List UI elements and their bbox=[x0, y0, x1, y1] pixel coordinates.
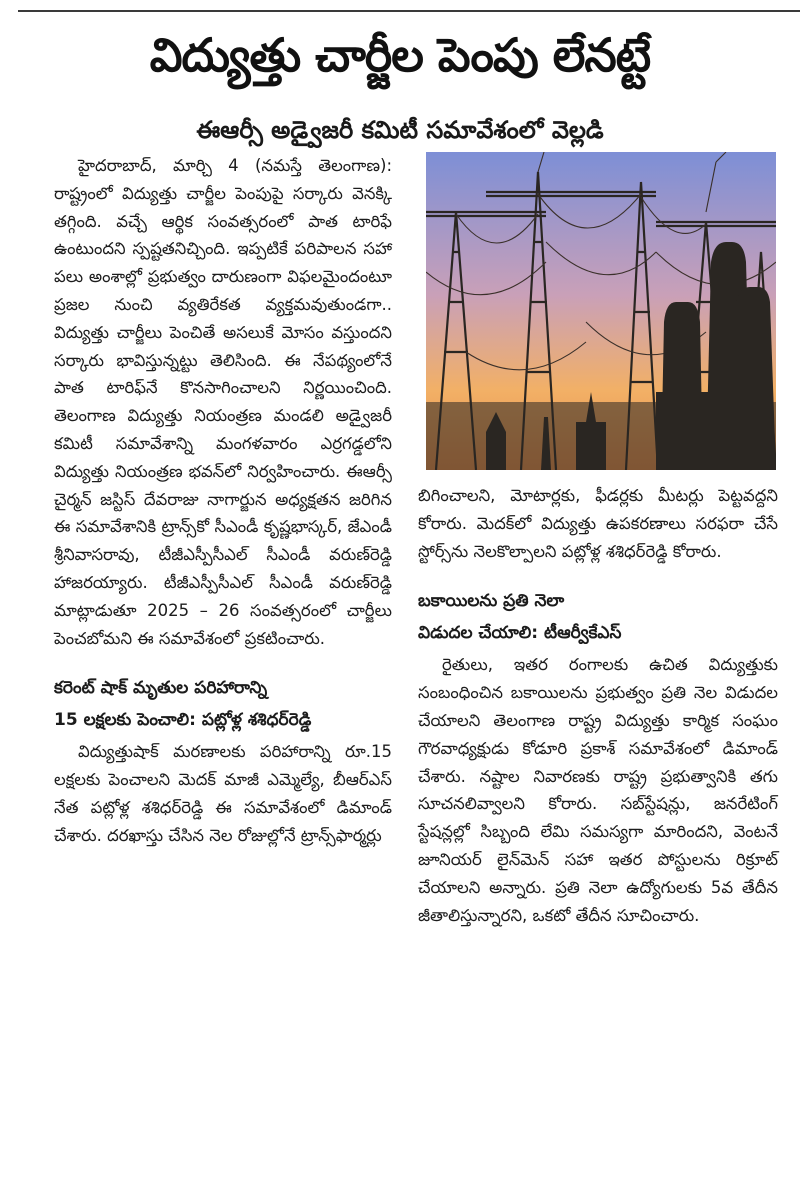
subheadline: ఈఆర్సీ అడ్వైజరీ కమిటీ సమావేశంలో వెల్లడి bbox=[196, 116, 604, 144]
top-rule bbox=[18, 10, 800, 12]
left-column bbox=[54, 152, 392, 850]
headline: విద్యుత్తు చార్జీల పెంపు లేనట్టే bbox=[149, 28, 651, 82]
section1-paragraph: విద్యుత్తుషాక్‌ మరణాలకు పరిహారాన్ని రూ.15 లక్షలకు పెంచాలని మెదక్‌ మాజీ ఎమ్మెల్యే, బీఆర్‌ఎస్‌ నేత పట్లోళ్ల శశిధర్‌రెడ్డి ఈ సమావేశంలో డిమాండ్‌ చేశారు. దరఖాస్తు చేసిన నెల రోజుల్లోనే ట్రాన్స్‌ఫార్మర్లు bbox=[54, 742, 392, 845]
right-column bbox=[418, 482, 778, 929]
section2-paragraph: రైతులు, ఇతర రంగాలకు ఉచిత విద్యుత్తుకు సంబంధించిన బకాయిలను ప్రభుత్వం ప్రతి నెల విడుదల చేయాలని తెలంగాణ రాష్ట్ర విద్యుత్తు కార్మిక సంఘం గౌరవాధ్యక్షుడు కోడూరి ప్రకాశ్‌ సమావేశంలో డిమాండ్‌ చేశారు. నష్టాల నివారణకు రాష్ట్ర ప్రభుత్వానికి తగు సూచనలివ్వాలని కోరారు. సబ్‌స్టేషన్లు, జనరేటింగ్‌ స్టేషన్లల్లో సిబ్బంది లేమి సమస్యగా మారిందని, వెంటనే జూనియర్‌ లైన్‌మెన్‌ సహా ఇతర పోస్టులను రిక్రూట్‌ చేయాలని అన్నారు. ప్రతి నెలా ఉద్యోగులకు 5వ తేదీన జీతాలిస్తున్నారని, ఒకటో తేదీన సూచించారు. bbox=[418, 655, 778, 925]
lead-paragraph: హైదరాబాద్‌, మార్చి 4 (నమస్తే తెలంగాణ): రాష్ట్రంలో విద్యుత్తు చార్జీల పెంపుపై సర్కారు వెనక్కి తగ్గింది. వచ్చే ఆర్థిక సంవత్సరంలో పాత టారిఫే ఉంటుందని స్పష్టతనిచ్చింది. ఇప్పటికే పరిపాలన సహా పలు అంశాల్లో ప్రభుత్వం దారుణంగా విఫలమైందంటూ ప్రజల నుంచి వ్యతిరేకత వ్యక్తమవుతుండగా.. విద్యుత్తు చార్జీలు పెంచితే అసలుకే మోసం వస్తుందని సర్కారు భావిస్తున్నట్టు తెలిసింది. ఈ నేపథ్యంలోనే పాత టారిఫ్‌నే కొనసాగించాలని నిర్ణయించింది. తెలంగాణ విద్యుత్తు నియంత్రణ మండలి అడ్వైజరీ కమిటీ సమావేశాన్ని మంగళవారం ఎర్రగడ్డలోని విద్యుత్తు నియంత్రణ భవన్‌లో నిర్వహించారు. ఈఆర్సీ చైర్మన్‌ జస్టిస్‌ దేవరాజు నాగార్జున అధ్యక్షతన జరిగిన ఈ సమావేశానికి ట్రాన్స్‌కో సీఎండీ కృష్ణభాస్కర్‌, జేఎండీ శ్రీనివాసరావు, టీజీఎస్పీసీఎల్‌ సీఎండీ వరుణ్‌రెడ్డి హాజరయ్యారు. టీజీఎస్పీసీఎల్‌ సీఎండీ వరుణ్‌రెడ్డి మాట్లాడుతూ 2025 – 26 సంవత్సరంలో చార్జీలు పెంచబోమని ఈ సమావేశంలో ప్రకటించారు. bbox=[54, 156, 392, 648]
electrical-substation-photo bbox=[426, 152, 776, 470]
section2-heading-line2: విడుదల చేయాలి: టీఆర్వీకేఎస్‌ bbox=[418, 623, 622, 644]
substation-image-icon bbox=[426, 152, 776, 470]
section1-heading-line1: కరెంట్‌ షాక్‌ మృతుల పరిహారాన్ని bbox=[54, 678, 268, 699]
section2-heading-line1: బకాయిలను ప్రతి నెలా bbox=[418, 591, 565, 612]
section1-continued-paragraph: బిగించాలని, మోటార్లకు, ఫీడర్లకు మీటర్లు పెట్టవద్దని కోరారు. మెదక్‌లో విద్యుత్తు ఉపకరణాలు సరఫరా చేసే స్టోర్స్‌ను నెలకొల్పాలని పట్లోళ్ల శశిధర్‌రెడ్డి కోరారు. bbox=[418, 486, 778, 561]
section1-heading-line2: 15 లక్షలకు పెంచాలి: పట్లోళ్ల శశిధర్‌రెడ్డి bbox=[54, 710, 312, 731]
